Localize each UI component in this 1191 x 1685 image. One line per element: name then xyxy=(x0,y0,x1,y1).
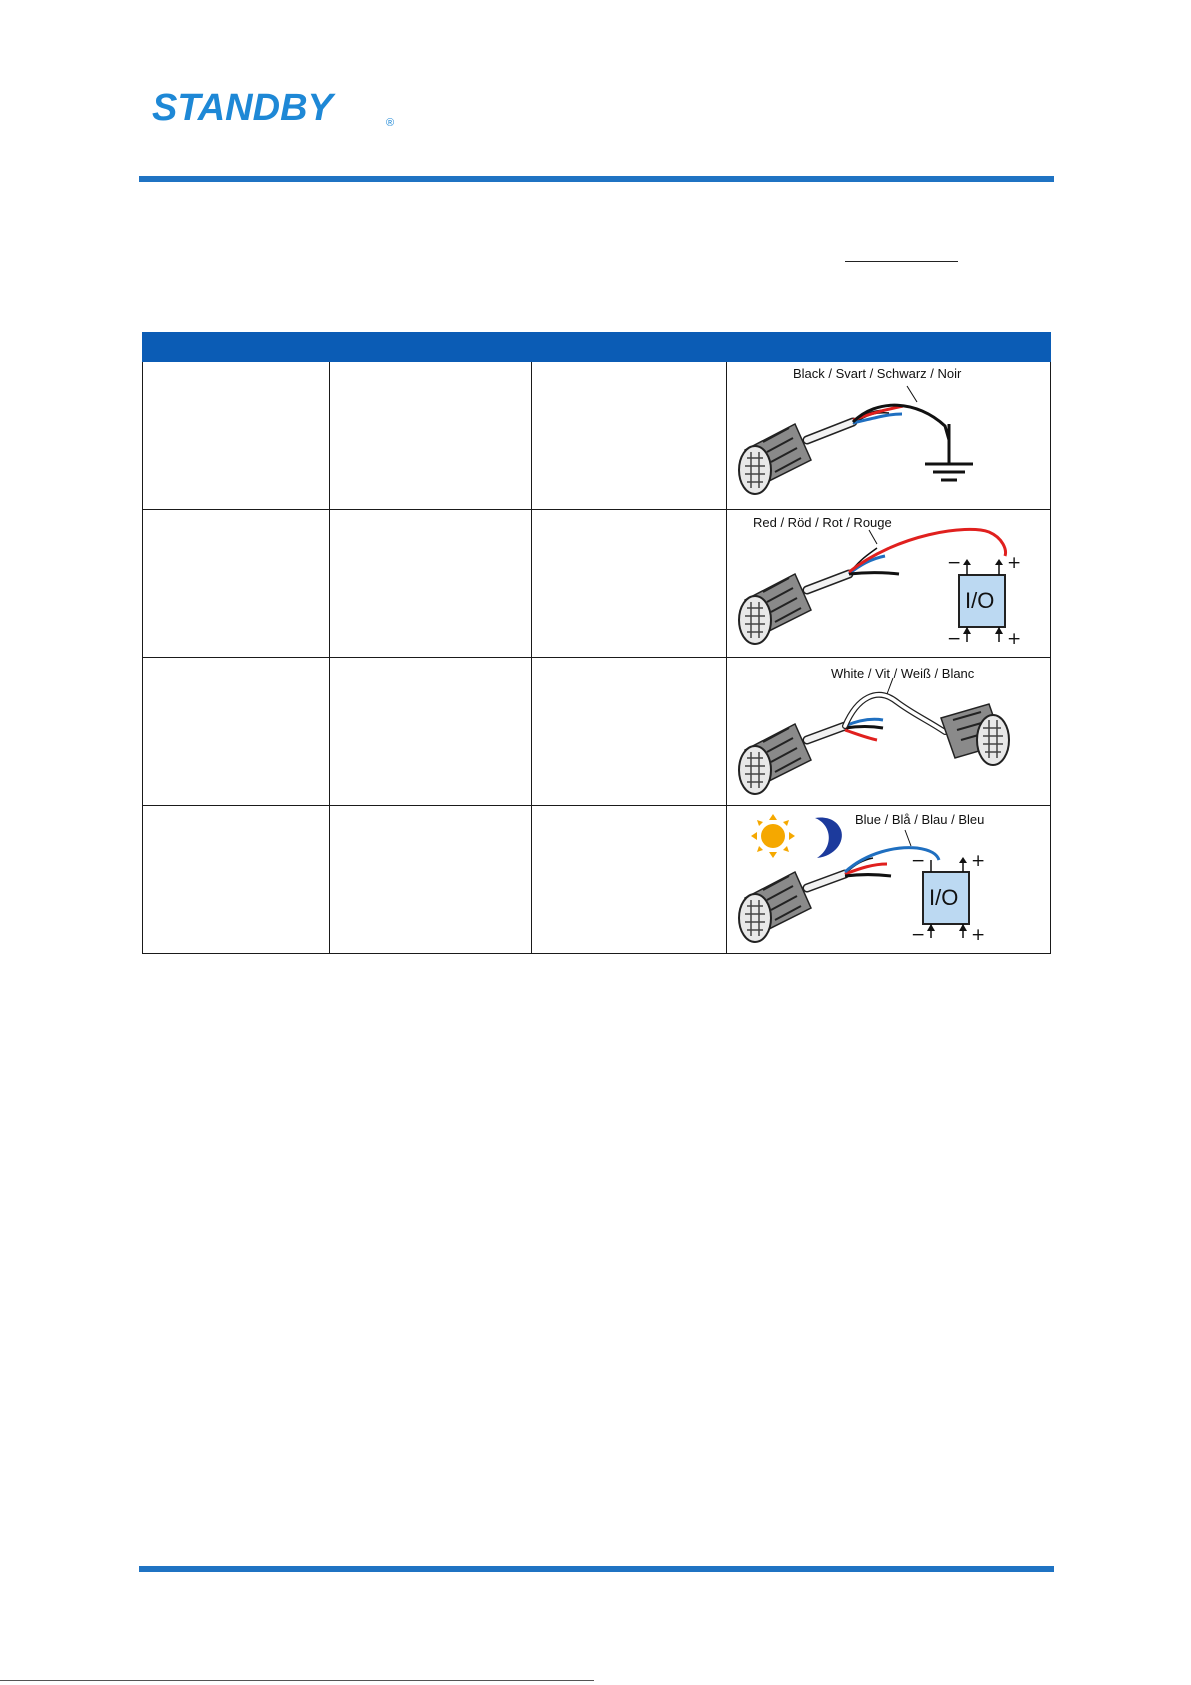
lamp-icon xyxy=(739,724,845,794)
io-module-icon xyxy=(947,553,1021,649)
table-cell xyxy=(143,658,330,806)
table-header-row xyxy=(143,333,1051,362)
wire-label: Black / Svart / Schwarz / Noir xyxy=(793,366,962,381)
plus-sign: + xyxy=(971,851,986,871)
wiring-diagram-cell xyxy=(727,658,1051,806)
table-cell xyxy=(143,806,330,954)
table-row xyxy=(143,362,1051,510)
black-wire-diagram xyxy=(727,362,1053,509)
footer-rule xyxy=(139,1566,1054,1572)
table-row xyxy=(143,806,1051,954)
white-wire-diagram xyxy=(727,658,1053,805)
logo-registered-mark: ® xyxy=(386,117,395,129)
plus-sign: + xyxy=(1007,629,1022,649)
sun-icon xyxy=(751,814,795,858)
lamp-icon xyxy=(739,574,849,644)
table-cell xyxy=(330,362,532,510)
wiring-diagram-cell xyxy=(727,362,1051,510)
wire-label: Red / Röd / Rot / Rouge xyxy=(753,515,892,530)
table-cell xyxy=(532,510,727,658)
column-header xyxy=(727,333,1051,362)
minus-sign: − xyxy=(911,851,926,871)
io-label: I/O xyxy=(965,588,995,613)
table-cell xyxy=(143,362,330,510)
header-rule xyxy=(139,176,1054,182)
ground-symbol-icon xyxy=(925,424,973,480)
column-header xyxy=(532,333,727,362)
wiring-diagram-cell xyxy=(727,510,1051,658)
plus-sign: + xyxy=(971,925,986,945)
minus-sign: − xyxy=(947,629,962,649)
plus-sign: + xyxy=(1007,553,1022,573)
underlined-field xyxy=(845,261,958,262)
column-header xyxy=(330,333,532,362)
wire-label: Blue / Blå / Blau / Bleu xyxy=(855,812,985,827)
wire-label: White / Vit / Weiß / Blanc xyxy=(831,666,975,681)
table-cell xyxy=(143,510,330,658)
lamp-icon xyxy=(739,872,845,942)
minus-sign: − xyxy=(947,553,962,573)
wiring-table xyxy=(142,332,1051,954)
table-cell xyxy=(532,362,727,510)
column-header xyxy=(143,333,330,362)
moon-icon xyxy=(815,818,842,859)
footnote-separator xyxy=(0,1680,594,1681)
io-label: I/O xyxy=(929,885,959,910)
table-cell xyxy=(330,658,532,806)
table-cell xyxy=(532,806,727,954)
minus-sign: − xyxy=(911,925,926,945)
table-cell xyxy=(330,806,532,954)
table-row xyxy=(143,658,1051,806)
table-row xyxy=(143,510,1051,658)
day-night-icon xyxy=(751,814,842,858)
logo-text: STANDBY xyxy=(152,87,333,129)
table-cell xyxy=(532,658,727,806)
table-cell xyxy=(330,510,532,658)
blue-wire-diagram xyxy=(727,806,1053,953)
red-wire-diagram xyxy=(727,510,1053,657)
wiring-diagram-cell xyxy=(727,806,1051,954)
standby-logo xyxy=(150,86,400,130)
io-module-icon xyxy=(911,851,985,945)
lamp-icon xyxy=(739,422,853,494)
second-lamp-icon xyxy=(941,704,1009,765)
